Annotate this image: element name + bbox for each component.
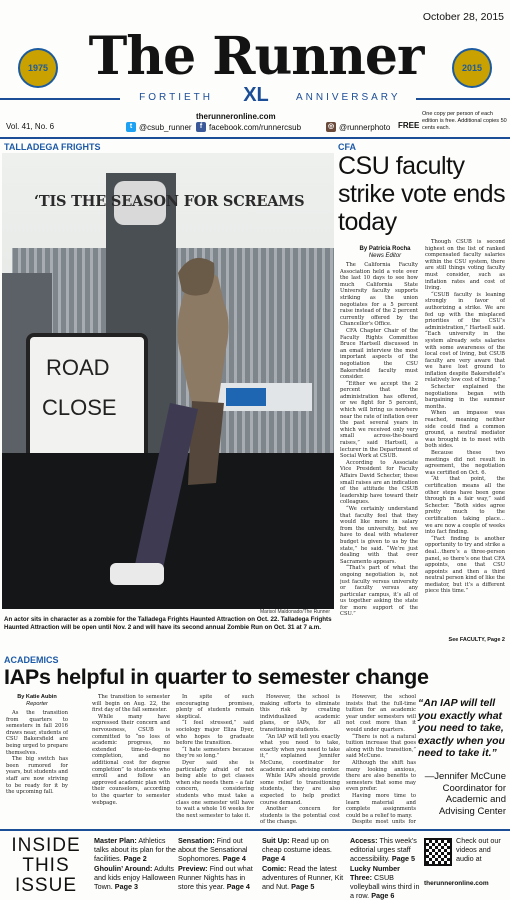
teaser-text: Find out about the Sensational Sophomores.	[178, 836, 248, 864]
iap-paragraph: “An IAP will tell you exactly what you need to take, exactly when you need to take it,” explained Jennifer McCune, coordinator for academic and advising center.	[260, 733, 340, 773]
teaser-bold: Suit Up:	[262, 836, 290, 845]
teaser-page[interactable]: Page 3	[114, 882, 138, 892]
instagram-handle-text: @runnerphoto	[339, 122, 391, 132]
teaser-bold: Sensation:	[178, 836, 215, 845]
teaser-bold: Access:	[350, 836, 378, 845]
facebook-icon: f	[196, 122, 206, 132]
photo-caption: An actor sits in character as a zombie for the Talladega Frights Haunted Attraction on Oct. 22. Talladega Frights Haunted Attraction will be open until Nov. 2 and will have its second annual Zombie Run on Oct. 31 at 7 a.m.	[4, 616, 332, 631]
instagram-icon: ◎	[327, 123, 335, 130]
teaser-column-3	[262, 836, 344, 891]
volume-number: Vol. 41, No. 6	[6, 122, 55, 131]
masthead-rule-right	[416, 98, 510, 100]
anniversary-seal-left: 1975	[18, 48, 58, 88]
cfa-paragraph: Because these two meetings did not result in agreement, the negotiation was certified on Oct. 6.	[425, 450, 505, 476]
cfa-paragraph: Schecter explained the negotiations began with bargaining in the summer months.	[425, 384, 505, 410]
teaser-page[interactable]: Page 4	[222, 854, 246, 864]
iap-column-4	[260, 694, 340, 826]
teaser-bold: Master Plan:	[94, 836, 137, 845]
cfa-headline[interactable]: CSU faculty strike vote ends today	[338, 152, 506, 236]
iap-byline-name: By Katie Aubin	[17, 694, 57, 700]
inside-divider	[0, 829, 510, 831]
photo-credit: Marisol Maldonado/The Runner	[259, 609, 330, 615]
cfa-paragraph: “At that point, the certification means all the other steps have been gone through in a fair way,” said Schecter. “Both sides agree pretty much to the certification taking place… we are now a couple of weeks into fact finding.	[425, 476, 505, 536]
teaser-column-4	[350, 836, 420, 900]
iap-headline[interactable]: IAPs helpful in quarter to semester change	[4, 665, 429, 689]
iap-byline-role: Reporter	[26, 701, 48, 707]
zombie-photo-illustration	[2, 153, 334, 609]
cfa-paragraph: The California Faculty Association held a vote over the last 10 days to see how much California State University faculty supports striking as the union negotiates for a 5 percent raise instead of the 2 percent currently offered by the Chancellor's Office.	[340, 262, 418, 328]
facebook-link-text: facebook.com/runnercsub	[209, 122, 302, 132]
iap-paragraph: However, the school insists that the full-time tuition for an academic year under semesters will not cost more than it would under quarters.	[346, 694, 416, 733]
iap-column-2	[92, 694, 170, 826]
zombie-photo	[2, 153, 334, 609]
anniversary-word-left: FORTIETH	[139, 92, 213, 103]
qr-website-link[interactable]: therunneronline.com	[424, 880, 489, 887]
twitter-handle-text: @csub_runner	[139, 122, 192, 132]
teaser-text: Read up on cheap costume ideas.	[262, 836, 332, 855]
section-label-academics: ACADEMICS	[4, 655, 59, 665]
iap-paragraph: Although the shift has many looking anxious, there are also benefits to semesters that some may even prefer.	[346, 759, 416, 793]
section-label-frights: TALLADEGA FRIGHTS	[4, 142, 101, 152]
teaser-page[interactable]: Page 2	[123, 854, 147, 864]
anniversary-word-right: ANNIVERSARY	[296, 92, 401, 103]
copy-policy-note: One copy per person of each edition is free. Additional copies 50 cents each.	[422, 111, 507, 131]
iap-column-5	[346, 694, 416, 826]
iap-paragraph: “There is not a natural tuition increase that goes along with the transition,” said McCune.	[346, 733, 416, 760]
newspaper-title: The Runner	[88, 26, 424, 87]
section-label-cfa: CFA	[338, 142, 356, 152]
teaser-page[interactable]: Page 5	[291, 882, 315, 892]
iap-paragraph: “I hate semesters because they’re so long.”	[176, 746, 254, 760]
price-label: FREE	[398, 121, 420, 130]
cfa-paragraph: “We certainly understand that faculty feel that they would like more in salary from the university, but we have to deal with whatever budget is given to us by the state,” he said. “We’re just dealing with that over Sacramento appears.	[340, 505, 418, 565]
teaser-text: Read the latest adventures of Runner, Kit and Nut.	[262, 863, 344, 892]
teaser-text: Adults and kids enjoy Halloween Town.	[94, 863, 176, 892]
cfa-byline-role: News Editor	[368, 253, 402, 259]
iap-paragraph: Despite most units for	[352, 819, 416, 826]
teaser-text: Find out what Runner Nights has in store this year.	[178, 863, 253, 892]
teaser-page[interactable]: Page 5	[391, 854, 415, 864]
cfa-byline-name: By Patricia Rocha	[359, 246, 411, 252]
cfa-paragraph: “That’s part of what the ongoing negotiation is, not just faculty versus university or faculty versus any particular campus, it’s all of us together asking the state for more support of the CSU.”	[340, 565, 418, 618]
issue-date: October 28, 2015	[422, 11, 504, 23]
instagram-handle[interactable]	[326, 122, 390, 132]
iap-paragraph: However, the school is making efforts to eliminate this risk by creating individualized academic plans, or IAPs, for all transitioning students.	[260, 694, 340, 733]
iap-paragraph: While IAPs should provide some relief to transitioning students, they are also expected to help predict course demand.	[260, 773, 340, 806]
teaser-text: CSUB volleyball wins third in a row.	[350, 872, 420, 900]
road-sign-line-1: ROAD	[46, 355, 110, 380]
cfa-jump-link[interactable]: See FACULTY, Page 2	[448, 637, 505, 643]
teaser-bold: Comic:	[262, 863, 287, 873]
twitter-handle[interactable]	[126, 122, 192, 132]
teaser-bold: Lucky Number Three:	[350, 863, 400, 882]
teaser-page[interactable]: Page 4	[226, 882, 250, 892]
twitter-icon: t	[126, 122, 136, 132]
cfa-paragraph: According to Associate Vice President for Faculty Affairs David Schecter, these small raises are an indication of the attitude the CSUB leadership have toward their colleagues.	[340, 459, 418, 506]
teaser-bold: Preview:	[178, 863, 208, 873]
cfa-paragraph: “CSUB faculty is leaning strongly in favor of authorizing a strike. We are fed up with the misplaced priorities of the CSU’s administration,” Hartsell said. “Each university in the system already sets salaries with some awareness of the local cost of living, but CSUB faculty are very aware that we have lost ground to inflation despite Bakersfield’s relatively low cost of living.”	[425, 291, 505, 384]
website-link[interactable]: therunneronline.com	[196, 112, 276, 121]
teaser-bold: Ghoulin’ Around:	[94, 863, 153, 873]
teaser-column-2	[178, 836, 262, 891]
iap-paragraph: Dyer said she is particularly afraid of not being able to get classes when she needs them – a fair concern, considering students who must take a class one semester will have to wait a whole 16 weeks for the next semester to take it.	[176, 759, 254, 819]
iap-paragraph: The big switch has been rumored for years, but students and staff are now striving to be ready for it by the upcoming fall.	[6, 756, 68, 796]
iap-paragraph: In spite of such encouraging promises, plenty of students remain skeptical.	[176, 694, 254, 720]
cfa-paragraph: When an impasse was reached, meaning neither side could find a common ground, a neutral mediator was brought in to meet with both sides.	[425, 410, 505, 450]
cfa-column-1	[340, 262, 418, 636]
photo-headline: ‘TIS THE SEASON FOR SCREAMS	[34, 193, 305, 210]
teaser-column-1	[94, 836, 176, 891]
pull-quote-attribution: —Jennifer McCune Coordinator for Academic and Advising Center	[424, 771, 506, 817]
cfa-byline	[340, 246, 430, 260]
teaser-text: This week’s editorial urges staff accessibility.	[350, 836, 417, 864]
iap-column-1	[6, 710, 68, 826]
teaser-page[interactable]: Page 6	[371, 891, 395, 900]
iap-paragraph: While many have expressed their concern and nervousness, CSUB is committed to “no loss of academic progress, no extended time-to-degree completion, and no additional cost for degree completion” to students who enroll and follow an approved academic plan with their counselors, according to the quarter to semester webpage.	[92, 713, 170, 806]
qr-promo-text: Check out our videos and audio at	[456, 836, 501, 864]
iap-byline	[6, 694, 68, 708]
qr-code-icon[interactable]	[424, 838, 452, 866]
facebook-link[interactable]	[196, 122, 301, 132]
infobar-divider	[0, 137, 510, 139]
anniversary-roman-numeral: XL	[243, 84, 269, 106]
iap-paragraph: “I feel stressed,” said sociology major Eliza Dyer, who hopes to graduate before the transition.	[176, 720, 254, 747]
teaser-page[interactable]: Page 4	[262, 854, 286, 864]
cfa-column-2	[425, 239, 505, 647]
pull-quote: “An IAP will tell you exactly what you need to take, exactly when you need to take it.”	[418, 697, 505, 759]
cfa-paragraph: Though CSUB is second highest on the list of ranked compensated faculty salaries within the CSU system, there are still things voting faculty must consider, such as inflation rates and cost of living.	[425, 239, 505, 292]
iap-paragraph: Another concern for students is the potential cost of the change.	[260, 806, 340, 826]
anniversary-seal-right: 2015	[452, 48, 492, 88]
iap-paragraph: The transition to semester will begin on Aug. 22, the first day of the fall semester.	[92, 694, 170, 714]
masthead-rule-left	[0, 98, 120, 100]
iap-paragraph: Having more time to learn material and complete assignments could be a relief to many.	[346, 792, 416, 819]
cfa-paragraph: CFA Chapter Chair of the Faculty Rights Committee Bruce Hartsell discussed in an email interview the most important aspects of the negotiation the CSU Bakersfield faculty must consider.	[340, 327, 418, 381]
road-sign-line-2: CLOSE	[42, 395, 117, 420]
cfa-paragraph: “Fact finding is another opportunity to try and strike a deal…there’s a three-person panel, so there’s one that CFA appoints, one that CSU appoints and then a third neutral person kind of like the mediator, but it’s a different piece this time.”	[425, 535, 505, 595]
iap-paragraph: As the transition from quarters to semesters in fall 2016 draws near, students of CSU Bakersfield are being urged to prepare themselves.	[6, 710, 68, 756]
iap-column-3	[176, 694, 254, 826]
teaser-text: Athletics talks about its plan for the facilities.	[94, 836, 176, 864]
inside-this-issue-label: INSIDE THIS ISSUE	[11, 835, 81, 896]
cfa-paragraph: “Either we accept the 2 percent that the administration has offered, or we fight for 5 percent, which will bring us nowhere near the rate of inflation over the past several years in which we received only very small across-the-board raises,” said Hartsell, a lecturer in the Department of Social Work at CSUB.	[340, 380, 418, 460]
